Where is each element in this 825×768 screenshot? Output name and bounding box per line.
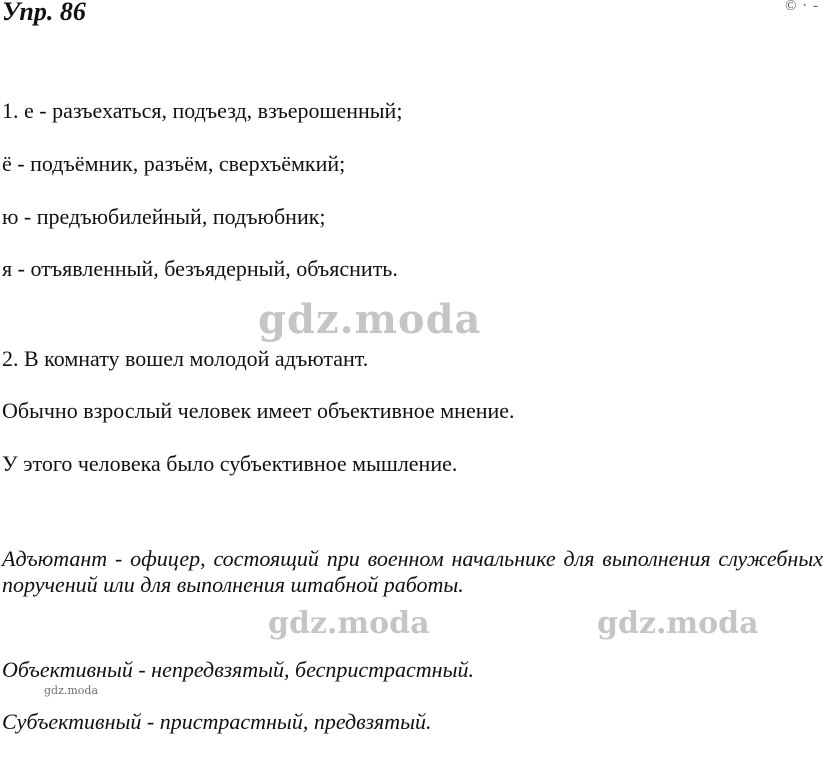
- exercise-title: Упр. 86: [2, 0, 86, 26]
- definition-objective: Объективный - непредвзятый, беспристрастный.: [2, 657, 474, 682]
- corner-mark: © · -: [785, 0, 819, 14]
- watermark-logo: gdz.moda: [268, 606, 430, 641]
- definition-adjutant: Адъютант - офицер, состоящий при военном начальнике для выполнения служебных поручений или для выполнения штабной работы.: [2, 546, 823, 597]
- watermark-logo: gdz.moda: [258, 296, 482, 343]
- answer-line: ё - подъёмник, разъём, сверхъёмкий;: [2, 151, 346, 176]
- watermark-small: gdz.moda: [44, 684, 99, 697]
- sentence-line: Обычно взрослый человек имеет объективное мнение.: [2, 398, 515, 423]
- answer-line: я - отъявленный, безъядерный, объяснить.: [2, 256, 398, 281]
- sentence-line: У этого человека было субъективное мышление.: [2, 451, 458, 476]
- watermark-logo: gdz.moda: [597, 606, 759, 641]
- definition-subjective: Субъективный - пристрастный, предвзятый.: [2, 709, 432, 734]
- sentence-line: 2. В комнату вошел молодой адъютант.: [2, 346, 369, 371]
- answer-line: 1. е - разъехаться, подъезд, взъерошенный;: [2, 98, 403, 123]
- answer-line: ю - предъюбилейный, подъюбник;: [2, 204, 326, 229]
